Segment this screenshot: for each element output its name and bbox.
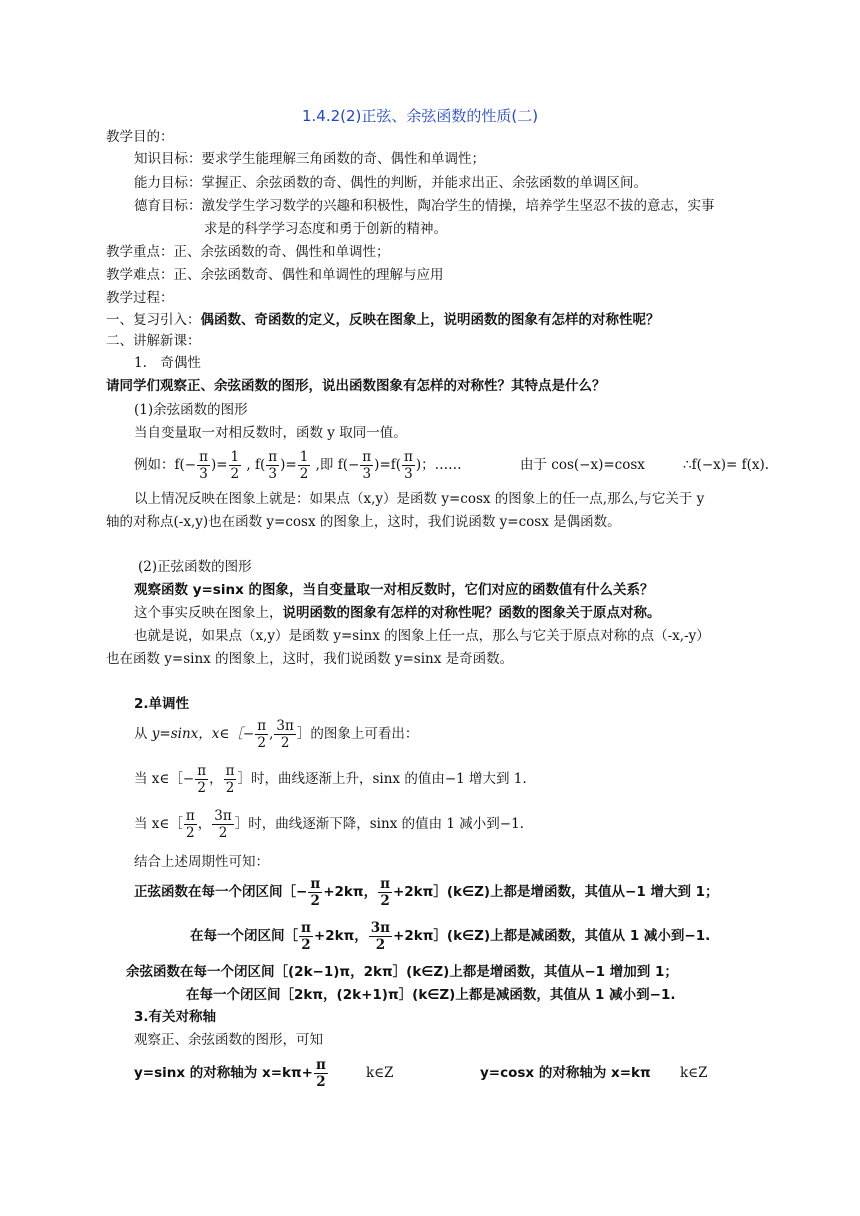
fraction-pi-3: $\frac{\pi}{3}$: [404, 449, 413, 482]
cos-note: 当自变量取一对相反数时，函数 y 取同一值。: [134, 425, 407, 441]
fraction-pi-3: $\frac{\pi}{3}$: [362, 449, 372, 482]
new-lesson-heading: 二、讲解新课：: [106, 333, 201, 349]
sin-symmetry-axis: y=sinx 的对称轴为 x=kπ+ $\frac{\pi}{2}$: [134, 1056, 326, 1090]
teaching-focus: 教学重点：正、余弦函数的奇、偶性和单调性；: [106, 244, 390, 260]
fraction-3pi-2: $\frac{3\pi}{2}$: [276, 718, 294, 751]
fraction-pi-3: $\frac{\pi}{3}$: [199, 449, 208, 482]
cos-increasing-intervals: 余弦函数在每一个闭区间［(2k−1)π，2kπ］(k∈Z)上都是增函数，其值从−1 增加到 1；: [126, 964, 678, 980]
monotonic-decrease: 当 x∈［ $\frac{\pi}{2}$ ， $\frac{3\pi}{2}$ ］时，曲线逐渐下降，sinx 的值由 1 减小到−1.: [134, 808, 524, 841]
review-prefix: 一、复习引入：: [106, 312, 201, 328]
goals-heading: 教学目的：: [106, 129, 174, 145]
cos-summary-1: 以上情况反映在图象上就是：如果点（x,y）是函数 y=cosx 的图象上的任一点,那么,与它关于 y: [134, 491, 705, 507]
fraction-pi-2: $\frac{\pi}{2}$: [225, 763, 235, 796]
fraction-1-2: $\frac{1}{2}$: [299, 449, 309, 482]
sin-heading: (2)正弦函数的图形: [138, 559, 252, 575]
goal-knowledge: 知识目标：要求学生能理解三角函数的奇、偶性和单调性；: [134, 151, 485, 167]
teaching-process: 教学过程：: [106, 290, 174, 306]
sin-summary-1: 也就是说，如果点（x,y）是函数 y=sinx 的图象上任一点，那么与它关于原点对称的点（-x,-y）: [134, 628, 710, 644]
fraction-pi-2: $\frac{\pi}{2}$: [380, 875, 390, 909]
symmetry-note: 观察正、余弦函数的图形，可知: [134, 1032, 323, 1048]
parity-heading: 1. 奇偶性: [134, 355, 201, 371]
goal-moral-2: 求是的科学学习态度和勇于创新的精神。: [204, 221, 447, 237]
monotonic-heading: 2.单调性: [134, 696, 190, 712]
sin-fact-bold: 说明函数的图象有怎样的对称性呢？函数的图象关于原点对称。: [282, 605, 661, 621]
goal-ability: 能力目标：掌握正、余弦函数的奇、偶性的判断，并能求出正、余弦函数的单调区间。: [134, 175, 647, 191]
cos-therefore: ∴f(−x)= f(x).: [683, 457, 770, 473]
parity-question: 请同学们观察正、余弦函数的图形，说出函数图象有怎样的对称性？其特点是什么？: [106, 378, 606, 394]
fraction-pi-2: $\frac{\pi}{2}$: [310, 875, 321, 909]
page-title: 1.4.2(2)正弦、余弦函数的性质(二): [302, 107, 539, 125]
cos-symmetry-axis: y=cosx 的对称轴为 x=kπ: [480, 1065, 651, 1081]
sin-fact-prefix: 这个事实反映在图象上，: [134, 605, 283, 621]
cos-axis-kz: k∈Z: [680, 1065, 708, 1081]
monotonic-from: 从 y=sinx，x∈［− $\frac{\pi}{2}$ , $\frac{3\pi}{2}$ ］的图象上可看出：: [134, 718, 419, 751]
sin-summary-2: 也在函数 y=sinx 的图象上，这时，我们说函数 y=sinx 是奇函数。: [106, 651, 514, 667]
sin-increasing-intervals: 正弦函数在每一个闭区间［− $\frac{\pi}{2}$ +2kπ， $\frac{\pi}{2}$ +2kπ］(k∈Z)上都是增函数，其值从−1 增大到 1；: [134, 875, 719, 909]
fraction-pi-2: $\frac{\pi}{2}$: [257, 718, 267, 751]
period-note: 结合上述周期性可知：: [134, 854, 269, 870]
sin-decreasing-intervals: 在每一个闭区间［ $\frac{\pi}{2}$ +2kπ， $\frac{3\pi}{2}$ +2kπ］(k∈Z)上都是减函数，其值从 1 减小到−1.: [190, 919, 711, 953]
cos-decreasing-intervals: 在每一个闭区间［2kπ，(2k+1)π］(k∈Z)上都是减函数，其值从 1 减小到−1.: [186, 987, 676, 1003]
cos-example: 例如：f(− $\frac{\pi}{3}$ )= $\frac{1}{2}$ , f( $\frac{\pi}{3}$ )= $\frac{1}{2}$ ,即 f(− $\frac{\pi}{3}$ )=f( $\frac{\pi}{3}$ )；……: [134, 449, 462, 482]
fraction-3pi-2: $\frac{3\pi}{2}$: [370, 919, 391, 953]
symmetry-heading: 3.有关对称轴: [134, 1009, 217, 1025]
review-text: 偶函数、奇函数的定义，反映在图象上，说明函数的图象有怎样的对称性呢？: [200, 312, 660, 328]
cos-because: 由于 cos(−x)=cosx: [520, 457, 645, 473]
fraction-pi-3: $\frac{\pi}{3}$: [268, 449, 278, 482]
monotonic-increase: 当 x∈［− $\frac{\pi}{2}$ ， $\frac{\pi}{2}$ ］时，曲线逐渐上升，sinx 的值由−1 增大到 1.: [134, 763, 527, 796]
sin-axis-kz: k∈Z: [366, 1065, 394, 1081]
goal-moral-1: 德育目标：激发学生学习数学的兴趣和积极性，陶冶学生的情操，培养学生坚忍不拔的意志，实事: [134, 198, 715, 214]
cos-summary-2: 轴的对称点(-x,y)也在函数 y=cosx 的图象上，这时，我们说函数 y=cosx 是偶函数。: [106, 514, 621, 530]
fraction-pi-2: $\frac{\pi}{2}$: [197, 763, 207, 796]
fraction-pi-2: $\frac{\pi}{2}$: [315, 1056, 326, 1090]
review-line: [106, 310, 660, 330]
fraction-3pi-2: $\frac{3\pi}{2}$: [214, 808, 232, 841]
fraction-1-2: $\frac{1}{2}$: [230, 449, 240, 482]
sin-question: 观察函数 y=sinx 的图象，当自变量取一对相反数时，它们对应的函数值有什么关系？: [134, 582, 654, 598]
fraction-pi-2: $\frac{\pi}{2}$: [185, 808, 195, 841]
fraction-pi-2: $\frac{\pi}{2}$: [301, 919, 311, 953]
example-label: 例如：f(−: [134, 457, 197, 473]
teaching-difficulty: 教学难点：正、余弦函数奇、偶性和单调性的理解与应用: [106, 267, 444, 283]
sin-fact: [134, 603, 661, 623]
cos-heading: (1)余弦函数的图形: [134, 402, 248, 418]
